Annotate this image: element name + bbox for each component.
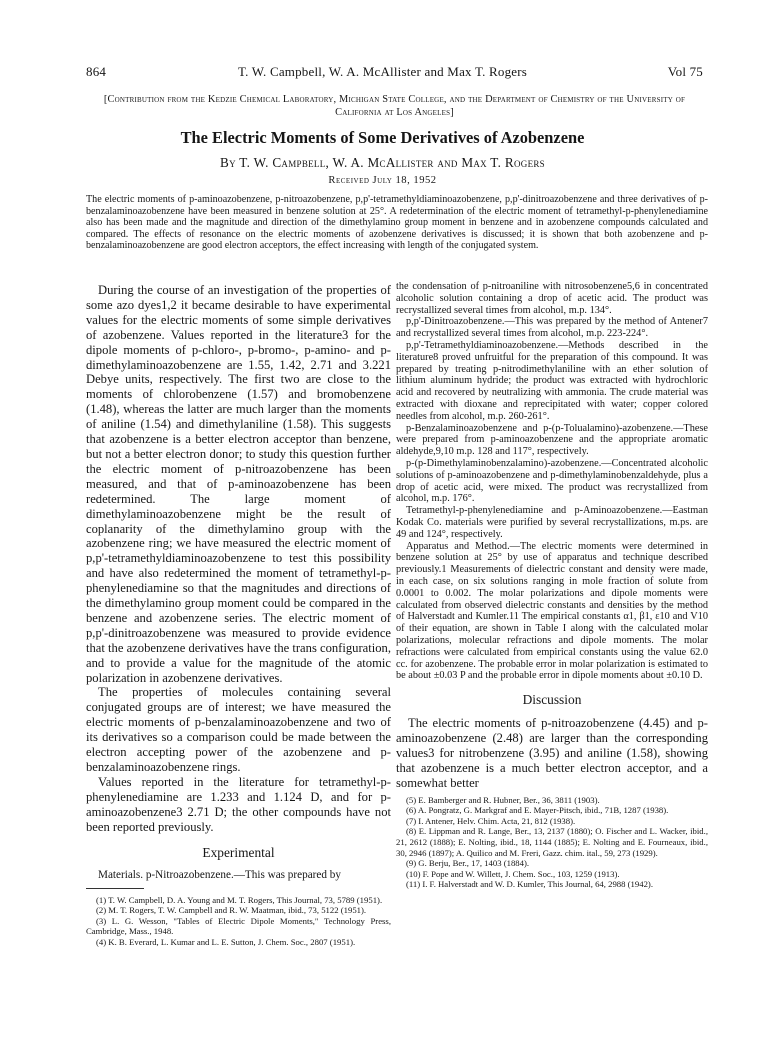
footnote: (1) T. W. Campbell, D. A. Young and M. T. Rogers, This Journal, 73, 5789 (1951). [96, 894, 383, 905]
materials-paragraph: Materials. p-Nitroazobenzene.—This was prepared by [98, 868, 341, 881]
footnote: (4) K. B. Everard, L. Kumar and L. E. Sutton, J. Chem. Soc., 2807 (1951). [96, 936, 356, 947]
article-authors: By T. W. Campbell, W. A. McAllister and Max T. Rogers [220, 155, 545, 170]
left-column [86, 283, 391, 948]
contribution-note: [Contribution from the Kedzie Chemical Laboratory, Michigan State College, and the Department of Chemistry of the University of California at Los Angeles] [103, 94, 686, 118]
page-number: 864 [86, 64, 107, 79]
intro-paragraph-2: The properties of molecules containing several conjugated groups are of interest; we have measured the electric moments of p-benzalaminoazobenzene and two of its derivatives so a comparison could be made between the electron accepting power of the azobenzene and p-benzalaminoazobenzene rings. [86, 685, 391, 774]
footnote: (5) E. Bamberger and R. Hubner, Ber., 36, 3811 (1903). [406, 794, 600, 805]
phenylenediamine-paragraph: Tetramethyl-p-phenylenediamine and p-Aminoazobenzene.—Eastman Kodak Co. materials were purified by several recrystallizations, m.ps. are 49 and 124°, respectively. [396, 505, 708, 540]
footnote: (2) M. T. Rogers, T. W. Campbell and R. W. Maatman, ibid., 73, 5122 (1951). [96, 905, 367, 916]
footnote: (9) G. Berju, Ber., 17, 1403 (1884). [406, 858, 530, 869]
footnote: (6) A. Pongratz, G. Markgraf and E. Mayer-Pitsch, ibid., 71B, 1287 (1938). [406, 805, 669, 816]
received-date: Received July 18, 1952 [328, 175, 437, 186]
article-title: The Electric Moments of Some Derivatives of Azobenzene [180, 128, 585, 147]
footnote: (7) I. Antener, Helv. Chim. Acta, 21, 812 (1938). [406, 815, 576, 826]
running-title: T. W. Campbell, W. A. McAllister and Max T. Rogers [237, 64, 528, 79]
right-column [396, 281, 708, 890]
footnote: (3) L. G. Wesson, "Tables of Electric Dipole Moments," Technology Press, Cambridge, Mass., 1948. [86, 915, 391, 937]
materials-continued: the condensation of p-nitroaniline with nitrosobenzene5,6 in concentrated alcoholic solution containing a drop of acetic acid. The product was recrystallized several times from alcohol, m.p. 134°. [396, 281, 708, 316]
intro-paragraph-3: Values reported in the literature for tetramethyl-p-phenylenediamine are 1.233 and 1.124 D, and for p-aminoazobenzene3 2.71 D; the other compounds have not been reported previously. [86, 774, 391, 834]
dinitroazobenzene-paragraph: p,p'-Dinitroazobenzene.—This was prepared by the method of Antener7 and recrystallized several times from alcohol, m.p. 223-224°. [396, 316, 708, 340]
abstract: The electric moments of p-aminoazobenzene, p-nitroazobenzene, p,p'-tetramethyldiaminoazobenzene, p,p'-dinitroazobenzene and three derivatives of p-benzalaminoazobenzene have been measured in benzene solution at 25°. A redetermination of the electric moment of tetramethyl-p-phenylenediamine also has been made and the magnitude and direction of the dimethylamino group moment in benzene and in azobenzene compounds calculated and compared. The effects of resonance on the electric moments of azobenzene derivatives is discussed; it is shown that both azobenzene and p-benzalaminoazobenzene are good electron acceptors, the effect increasing with length of the conjugated system. [86, 194, 708, 252]
discussion-heading: Discussion [522, 692, 582, 708]
tetramethyldiamino-paragraph: p,p'-Tetramethyldiaminoazobenzene.—Methods described in the literature8 proved unfruitful for the preparation of this compound. It was prepared by treating p-nitrodimethylaniline with an ether solution of lithium aluminum hydride; the product was extracted with hydrochloric acid and recovered by neutralizing with ammonia. The crude material was extracted with dioxane and reprecipitated with water; copper colored needles from alcohol, m.p. 260-261°. [396, 339, 708, 422]
intro-paragraph-1: During the course of an investigation of the properties of some azo dyes1,2 it became desirable to have experimental values for the electric moments of some simple derivatives of azobenzene. Values reported in the literature3 for the dipole moments of p-chloro-, p-bromo-, p-amino- and p-dimethylaminoazobenzene are 1.55, 1.42, 2.71 and 3.221 Debye units, respectively. The first two are close to the moments of chlorobenzene (1.57) and bromobenzene (1.48), whereas the latter are much larger than the moments of aniline (1.54) and dimethylaniline (1.58). This suggests that azobenzene is a better electron acceptor than benzene, but not a better electron donor; to study this question further the electric moment of p-nitroazobenzene has been measured, and that of p-aminoazobenzene has been redetermined. The large moment of dimethylaminoazobenzene might be the result of coplanarity of the dimethylamino group with the azobenzene ring; we have measured the electric moment of p,p'-tetramethyldiaminoazobenzene to test this possibility and have also redetermined the moment of tetramethyl-p-phenylenediamine so that the magnitudes and directions of the dimethylamino group moment could be compared in the benzene and azobenzene series. The electric moment of p,p'-dinitroazobenzene was measured to provide evidence that the azobenzene derivatives have the trans configuration, and to provide a value for the magnitude of the atomic polarization in azobenzene derivatives. [86, 283, 391, 685]
benzalamino-paragraph: p-Benzalaminoazobenzene and p-(p-Tolualamino)-azobenzene.—These were prepared from p-aminoazobenzene and the appropriate aromatic aldehyde,9,10 m.p. 128 and 117°, respectively. [396, 422, 708, 458]
footnotes-right [396, 795, 708, 890]
discussion-paragraph: The electric moments of p-nitroazobenzene (4.45) and p-aminoazobenzene (2.48) are larger than the corresponding values3 for nitrobenzene (3.95) and aniline (1.58), showing that azobenzene is a much better electron acceptor, and a somewhat better [396, 716, 708, 790]
experimental-heading: Experimental [202, 844, 275, 860]
footnote: (11) I. F. Halverstadt and W. D. Kumler, This Journal, 64, 2988 (1942). [406, 879, 653, 890]
volume-label: Vol 75 [667, 64, 703, 79]
footnotes-left [86, 895, 391, 948]
footnote-divider [86, 888, 144, 889]
footnote: (10) F. Pope and W. Willett, J. Chem. Soc., 103, 1259 (1913). [406, 868, 620, 879]
apparatus-method-paragraph: Apparatus and Method.—The electric moments were determined in benzene solution at 25° by use of apparatus and technique described previously.1 Measurements of dielectric constant and density were made, in each case, on six solutions ranging in mole fraction of solute from 0.0001 to 0.002. The molar polarizations and dipole moments were calculated from observed dielectric constants and densities by the method of Halverstadt and Kumler.11 The empirical constants α1, β1, ε10 and V10 of their equation, are shown in Table I along with the calculated molar polarizations, molecular refractions and dipole moments. The molar refractions were calculated from empirical constants using the value 62.0 cc. for azobenzene. The probable error in molar polarization is estimated to be about ±0.03 P and the probable error in dipole moments about ±0.10 D. [396, 540, 708, 682]
dimethylaminobenzalamino-paragraph: p-(p-Dimethylaminobenzalamino)-azobenzene.—Concentrated alcoholic solutions of p-aminoazobenzene and p-dimethylaminobenzaldehyde, plus a drop of acetic acid, were mixed. The product was recrystallized from alcohol, m.p. 176°. [396, 457, 708, 505]
footnote: (8) E. Lippman and R. Lange, Ber., 13, 2137 (1880); O. Fischer and L. Wacker, ibid., 21, 2612 (1888); E. Nolting, ibid., 18, 1144 (1885); E. Nolting and E. Fourneaux, ibid., 30, 2946 (1897); A. Quilico and M. Freri, Gazz. chim. ital., 59, 273 (1929). [396, 826, 708, 858]
